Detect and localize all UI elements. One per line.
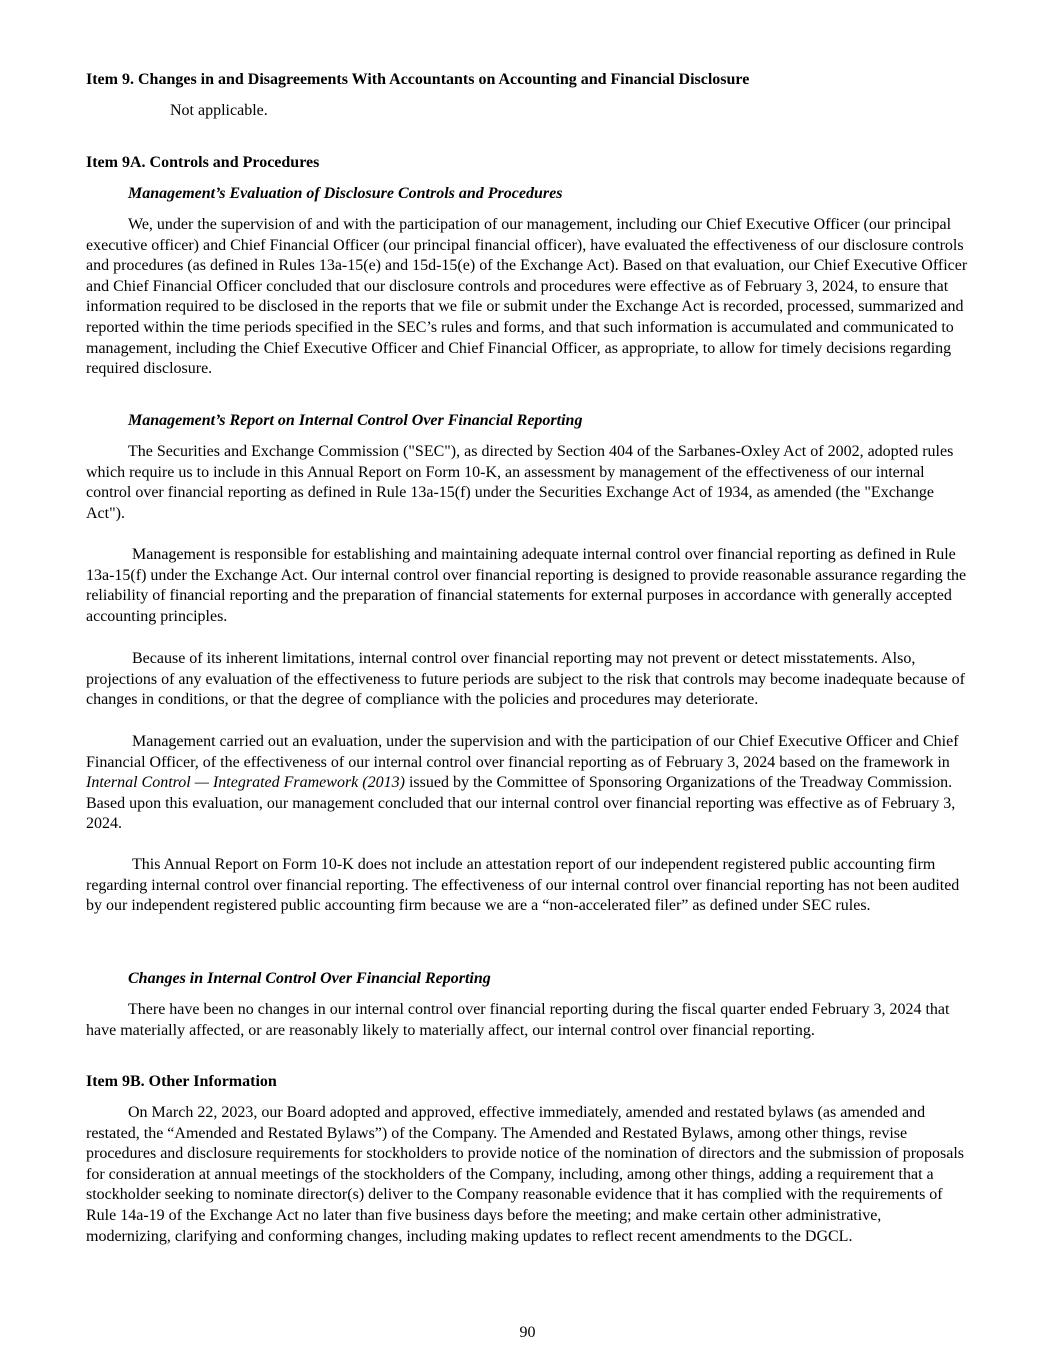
item9-body: Not applicable. [170, 102, 268, 119]
item9b-heading: Item 9B. Other Information [86, 1073, 277, 1090]
report-paragraph-4 [86, 732, 970, 835]
evaluation-paragraph: We, under the supervision of and with the participation of our management, including our Chief Executive Officer (our principal executive officer) and Chief Financial Officer (our principal financial officer), have evaluated the effectiveness of our disclosure controls and procedures (as defined in Rules 13a-15(e) and 15d-15(e) of the Exchange Act). Based on that evaluation, our Chief Executive Officer and Chief Financial Officer concluded that our disclosure controls and procedures were effective as of February 3, 2024, to ensure that information required to be disclosed in the reports that we file or submit under the Exchange Act is recorded, processed, summarized and reported within the time periods specified in the SEC’s rules and forms, and that such information is accumulated and communicated to management, including the Chief Executive Officer and Chief Financial Officer, as appropriate, to allow for timely decisions regarding required disclosure. [86, 216, 968, 378]
changes-heading: Changes in Internal Control Over Financial Reporting [128, 970, 491, 987]
report-paragraph-4-text-a: Management carried out an evaluation, under the supervision and with the participation of our Chief Executive Officer and Chief Financial Officer, of the effectiveness of our internal control over financial reporting as of February 3, 2024 based on the framework in [86, 733, 959, 771]
evaluation-heading: Management’s Evaluation of Disclosure Controls and Procedures [128, 185, 563, 202]
report-paragraph-5: This Annual Report on Form 10-K does not include an attestation report of our independent registered public accounting firm regarding internal control over financial reporting. The effectiveness of our internal control over financial reporting has not been audited by our independent registered public accounting firm because we are a “non-accelerated filer” as defined under SEC rules. [86, 856, 960, 915]
page-number: 90 [519, 1324, 536, 1341]
framework-title: Internal Control — Integrated Framework (2013) [86, 774, 405, 792]
item9a-heading: Item 9A. Controls and Procedures [86, 154, 320, 171]
report-heading: Management’s Report on Internal Control Over Financial Reporting [128, 412, 583, 429]
report-paragraph-4-text-b: issued by the Committee of Sponsoring Organizations of the Treadway Commission. Based upon this evaluation, our management concluded that our internal control over financial reporting was effective as of February 3, 2024. [86, 774, 956, 833]
item9-heading: Item 9. Changes in and Disagreements With Accountants on Accounting and Financial Disclosure [86, 71, 750, 88]
report-paragraph-3: Because of its inherent limitations, internal control over financial reporting may not prevent or detect misstatements. Also, projections of any evaluation of the effectiveness to future periods are subject to the risk that controls may become inadequate because of changes in conditions, or that the degree of compliance with the policies and procedures may deteriorate. [86, 650, 965, 709]
report-paragraph-2: Management is responsible for establishing and maintaining adequate internal control over financial reporting as defined in Rule 13a-15(f) under the Exchange Act. Our internal control over financial reporting is designed to provide reasonable assurance regarding the reliability of financial reporting and the preparation of financial statements for external purposes in accordance with generally accepted accounting principles. [86, 546, 967, 625]
changes-paragraph: There have been no changes in our internal control over financial reporting during the fiscal quarter ended February 3, 2024 that have materially affected, or are reasonably likely to materially affect, our internal control over financial reporting. [86, 1001, 950, 1039]
report-paragraph-1: The Securities and Exchange Commission ("SEC"), as directed by Section 404 of the Sarbanes-Oxley Act of 2002, adopted rules which require us to include in this Annual Report on Form 10-K, an assessment by management of the effectiveness of our internal control over financial reporting as defined in Rule 13a-15(f) under the Securities Exchange Act of 1934, as amended (the "Exchange Act"). [86, 443, 954, 522]
item9b-body: On March 22, 2023, our Board adopted and approved, effective immediately, amended and restated bylaws (as amended and restated, the “Amended and Restated Bylaws”) of the Company. The Amended and Restated Bylaws, among other things, revise procedures and disclosure requirements for stockholders to provide notice of the nomination of directors and the submission of proposals for consideration at annual meetings of the stockholders of the Company, including, among other things, adding a requirement that a stockholder seeking to nominate director(s) deliver to the Company reasonable evidence that it has complied with the requirements of Rule 14a-19 of the Exchange Act no later than five business days before the meeting; and make certain other administrative, modernizing, clarifying and conforming changes, including making updates to reflect recent amendments to the DGCL. [86, 1104, 965, 1245]
